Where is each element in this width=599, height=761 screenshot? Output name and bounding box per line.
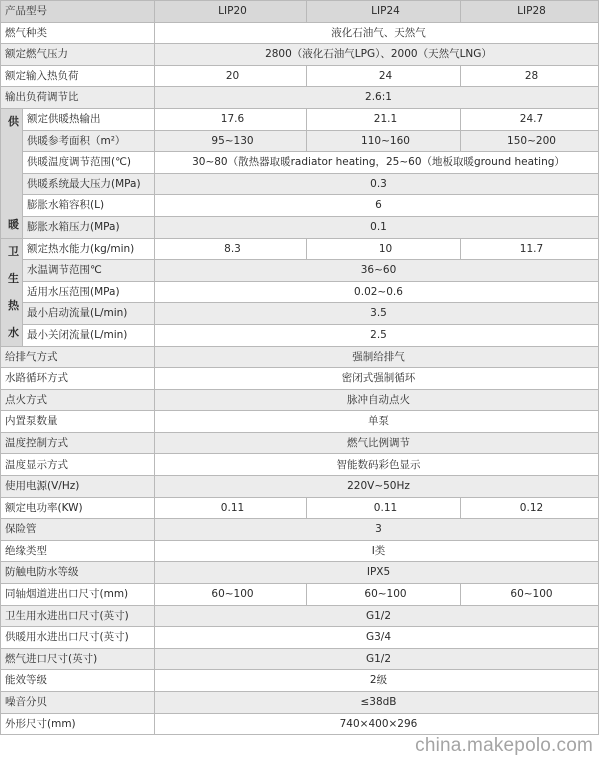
table-row bbox=[1, 173, 599, 195]
row-value: 脉冲自动点火 bbox=[155, 389, 599, 411]
row-value: I类 bbox=[155, 540, 599, 562]
table-row bbox=[1, 152, 599, 174]
table-row bbox=[1, 87, 599, 109]
table-row bbox=[1, 216, 599, 238]
table-row bbox=[1, 281, 599, 303]
row-label: 点火方式 bbox=[1, 389, 155, 411]
row-label: 额定燃气压力 bbox=[1, 44, 155, 66]
row-value: 3 bbox=[155, 519, 599, 541]
table-row bbox=[1, 476, 599, 498]
category-hot-water bbox=[1, 238, 23, 346]
table-row bbox=[1, 519, 599, 541]
row-value: 60~100 bbox=[307, 584, 461, 606]
category-char: 热 bbox=[8, 299, 19, 313]
row-label: 膨胀水箱容积(L) bbox=[23, 195, 155, 217]
row-label: 额定供暖热输出 bbox=[23, 108, 155, 130]
row-value: 2.6:1 bbox=[155, 87, 599, 109]
row-value: 150~200 bbox=[461, 130, 599, 152]
row-label: 卫生用水进出口尺寸(英寸) bbox=[1, 605, 155, 627]
row-value: 0.11 bbox=[155, 497, 307, 519]
row-label: 供暖温度调节范围(℃) bbox=[23, 152, 155, 174]
row-value: 0.1 bbox=[155, 216, 599, 238]
row-label: 输出负荷调节比 bbox=[1, 87, 155, 109]
table-row bbox=[1, 540, 599, 562]
row-value: 220V~50Hz bbox=[155, 476, 599, 498]
row-label: 额定输入热负荷 bbox=[1, 65, 155, 87]
category-char: 暖 bbox=[8, 218, 19, 232]
table-row bbox=[1, 713, 599, 735]
table-row bbox=[1, 303, 599, 325]
row-value: 740×400×296 bbox=[155, 713, 599, 735]
row-value: 2.5 bbox=[155, 324, 599, 346]
row-value: 0.3 bbox=[155, 173, 599, 195]
row-value: 0.11 bbox=[307, 497, 461, 519]
header-row bbox=[1, 1, 599, 23]
row-value: 60~100 bbox=[155, 584, 307, 606]
row-value: IPX5 bbox=[155, 562, 599, 584]
row-value: 11.7 bbox=[461, 238, 599, 260]
table-row bbox=[1, 432, 599, 454]
row-label: 供暖用水进出口尺寸(英寸) bbox=[1, 627, 155, 649]
row-value: G1/2 bbox=[155, 648, 599, 670]
row-value: 强制给排气 bbox=[155, 346, 599, 368]
table-row bbox=[1, 195, 599, 217]
table-row bbox=[1, 562, 599, 584]
row-value: 0.02~0.6 bbox=[155, 281, 599, 303]
row-value: 液化石油气、天然气 bbox=[155, 22, 599, 44]
table-row bbox=[1, 454, 599, 476]
category-char: 供 bbox=[8, 115, 19, 129]
table-row bbox=[1, 324, 599, 346]
table-row bbox=[1, 389, 599, 411]
row-value: 10 bbox=[307, 238, 461, 260]
row-value: 24 bbox=[307, 65, 461, 87]
table-row bbox=[1, 497, 599, 519]
table-row bbox=[1, 692, 599, 714]
row-label: 温度显示方式 bbox=[1, 454, 155, 476]
row-label: 额定电功率(KW) bbox=[1, 497, 155, 519]
model-header: LIP28 bbox=[461, 1, 599, 23]
table-row bbox=[1, 627, 599, 649]
category-heating bbox=[1, 108, 23, 238]
row-label: 给排气方式 bbox=[1, 346, 155, 368]
category-char: 生 bbox=[8, 272, 19, 286]
row-label: 燃气进口尺寸(英寸) bbox=[1, 648, 155, 670]
row-value: 2800（液化石油气LPG）、2000（天然气LNG） bbox=[155, 44, 599, 66]
table-row bbox=[1, 22, 599, 44]
row-value: 8.3 bbox=[155, 238, 307, 260]
row-value: 36~60 bbox=[155, 260, 599, 282]
category-char: 卫 bbox=[8, 245, 19, 259]
row-value: 密闭式强制循环 bbox=[155, 368, 599, 390]
row-label: 适用水压范围(MPa) bbox=[23, 281, 155, 303]
model-header: LIP20 bbox=[155, 1, 307, 23]
table-row bbox=[1, 648, 599, 670]
category-char: 水 bbox=[8, 326, 19, 340]
row-label: 最小启动流量(L/min) bbox=[23, 303, 155, 325]
row-value: 21.1 bbox=[307, 108, 461, 130]
table-row bbox=[1, 44, 599, 66]
table-row bbox=[1, 670, 599, 692]
row-value: 单泵 bbox=[155, 411, 599, 433]
table-row bbox=[1, 605, 599, 627]
row-label: 外形尺寸(mm) bbox=[1, 713, 155, 735]
row-label: 最小关闭流量(L/min) bbox=[23, 324, 155, 346]
header-label: 产品型号 bbox=[1, 1, 155, 23]
row-label: 水温调节范围℃ bbox=[23, 260, 155, 282]
row-value: 20 bbox=[155, 65, 307, 87]
row-label: 膨胀水箱压力(MPa) bbox=[23, 216, 155, 238]
row-value: ≤38dB bbox=[155, 692, 599, 714]
row-value: 6 bbox=[155, 195, 599, 217]
table-row bbox=[1, 368, 599, 390]
row-label: 防触电防水等级 bbox=[1, 562, 155, 584]
watermark: china.makepolo.com bbox=[415, 735, 593, 756]
row-value: 3.5 bbox=[155, 303, 599, 325]
row-label: 额定热水能力(kg/min) bbox=[23, 238, 155, 260]
table-row bbox=[1, 584, 599, 606]
table-row bbox=[1, 260, 599, 282]
row-value: 2级 bbox=[155, 670, 599, 692]
spec-table-body bbox=[1, 1, 599, 735]
table-row bbox=[1, 65, 599, 87]
row-label: 同轴烟道进出口尺寸(mm) bbox=[1, 584, 155, 606]
row-label: 水路循环方式 bbox=[1, 368, 155, 390]
row-value: 28 bbox=[461, 65, 599, 87]
row-value: 95~130 bbox=[155, 130, 307, 152]
row-label: 供暖系统最大压力(MPa) bbox=[23, 173, 155, 195]
row-label: 保险管 bbox=[1, 519, 155, 541]
table-row bbox=[1, 346, 599, 368]
row-value: 17.6 bbox=[155, 108, 307, 130]
row-value: 24.7 bbox=[461, 108, 599, 130]
row-label: 使用电源(V/Hz) bbox=[1, 476, 155, 498]
table-row bbox=[1, 130, 599, 152]
row-value: G3/4 bbox=[155, 627, 599, 649]
row-label: 绝缘类型 bbox=[1, 540, 155, 562]
row-value: 智能数码彩色显示 bbox=[155, 454, 599, 476]
table-row bbox=[1, 411, 599, 433]
row-value: 60~100 bbox=[461, 584, 599, 606]
row-value: 110~160 bbox=[307, 130, 461, 152]
row-value: 0.12 bbox=[461, 497, 599, 519]
model-header: LIP24 bbox=[307, 1, 461, 23]
row-label: 供暖参考面积（m²） bbox=[23, 130, 155, 152]
row-value: G1/2 bbox=[155, 605, 599, 627]
row-label: 温度控制方式 bbox=[1, 432, 155, 454]
row-label: 能效等级 bbox=[1, 670, 155, 692]
table-row bbox=[1, 108, 599, 130]
table-row bbox=[1, 238, 599, 260]
row-value: 30~80（散热器取暖radiator heating，25~60（地板取暖ground heating） bbox=[155, 152, 599, 174]
row-label: 噪音分贝 bbox=[1, 692, 155, 714]
row-label: 内置泵数量 bbox=[1, 411, 155, 433]
row-value: 燃气比例调节 bbox=[155, 432, 599, 454]
row-label: 燃气种类 bbox=[1, 22, 155, 44]
